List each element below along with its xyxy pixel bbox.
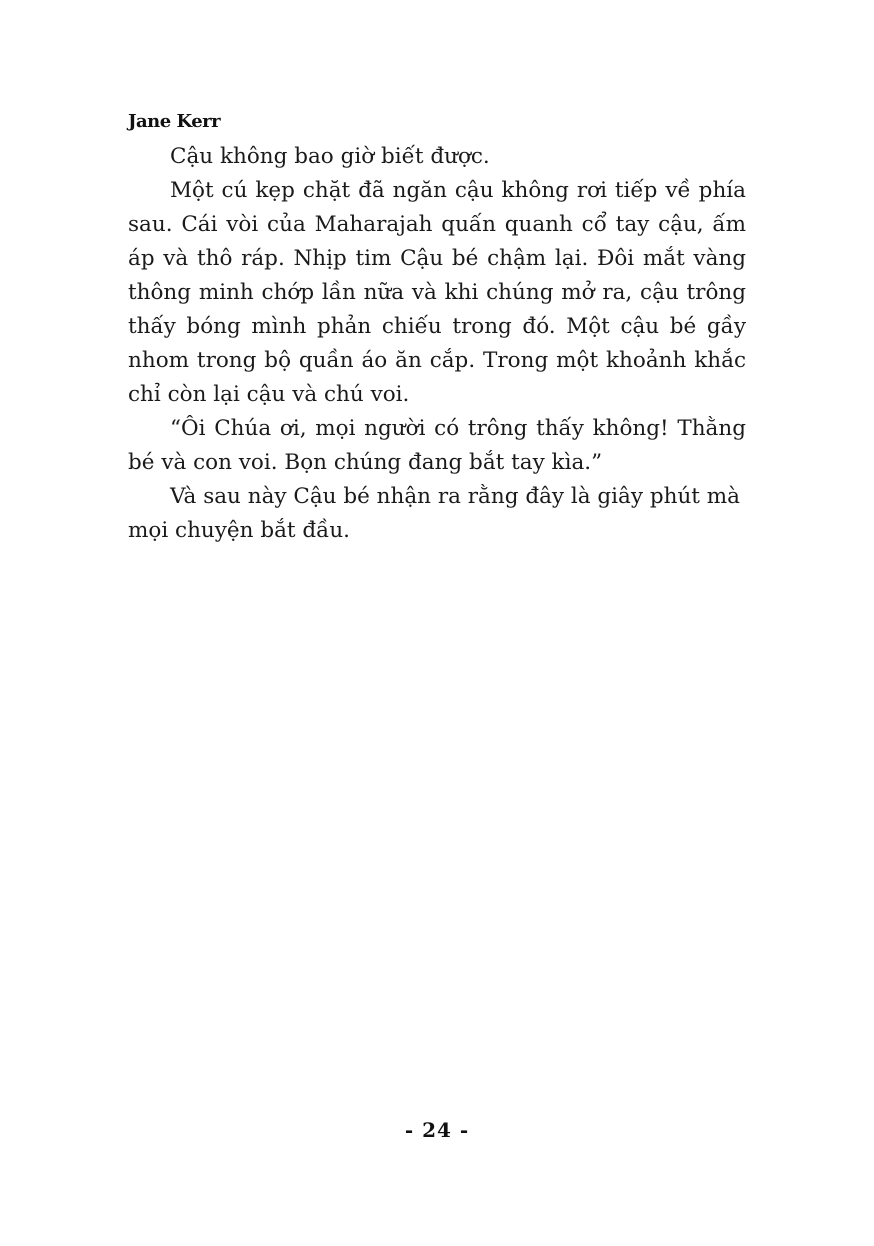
body-text-block — [128, 140, 746, 548]
paragraph: Và sau này Cậu bé nhận ra rằng đây là giây phút mà mọi chuyện bắt đầu. — [128, 483, 740, 543]
paragraph: Cậu không bao giờ biết được. — [170, 143, 490, 169]
paragraph: Một cú kẹp chặt đã ngăn cậu không rơi tiếp về phía sau. Cái vòi của Maharajah quấn quanh cổ tay cậu, ấm áp và thô ráp. Nhịp tim Cậu bé chậm lại. Đôi mắt vàng thông minh chớp lần nữa và khi chúng mở ra, cậu trông thấy bóng mình phản chiếu trong đó. Một cậu bé gầy nhom trong bộ quần áo ăn cắp. Trong một khoảnh khắc chỉ còn lại cậu và chú voi. — [128, 177, 746, 407]
page-number: - 24 - — [404, 1118, 470, 1142]
running-head-author: Jane Kerr — [128, 111, 221, 132]
paragraph: “Ôi Chúa ơi, mọi người có trông thấy không! Thằng bé và con voi. Bọn chúng đang bắt tay kìa.” — [128, 415, 746, 475]
page-content — [128, 112, 746, 548]
